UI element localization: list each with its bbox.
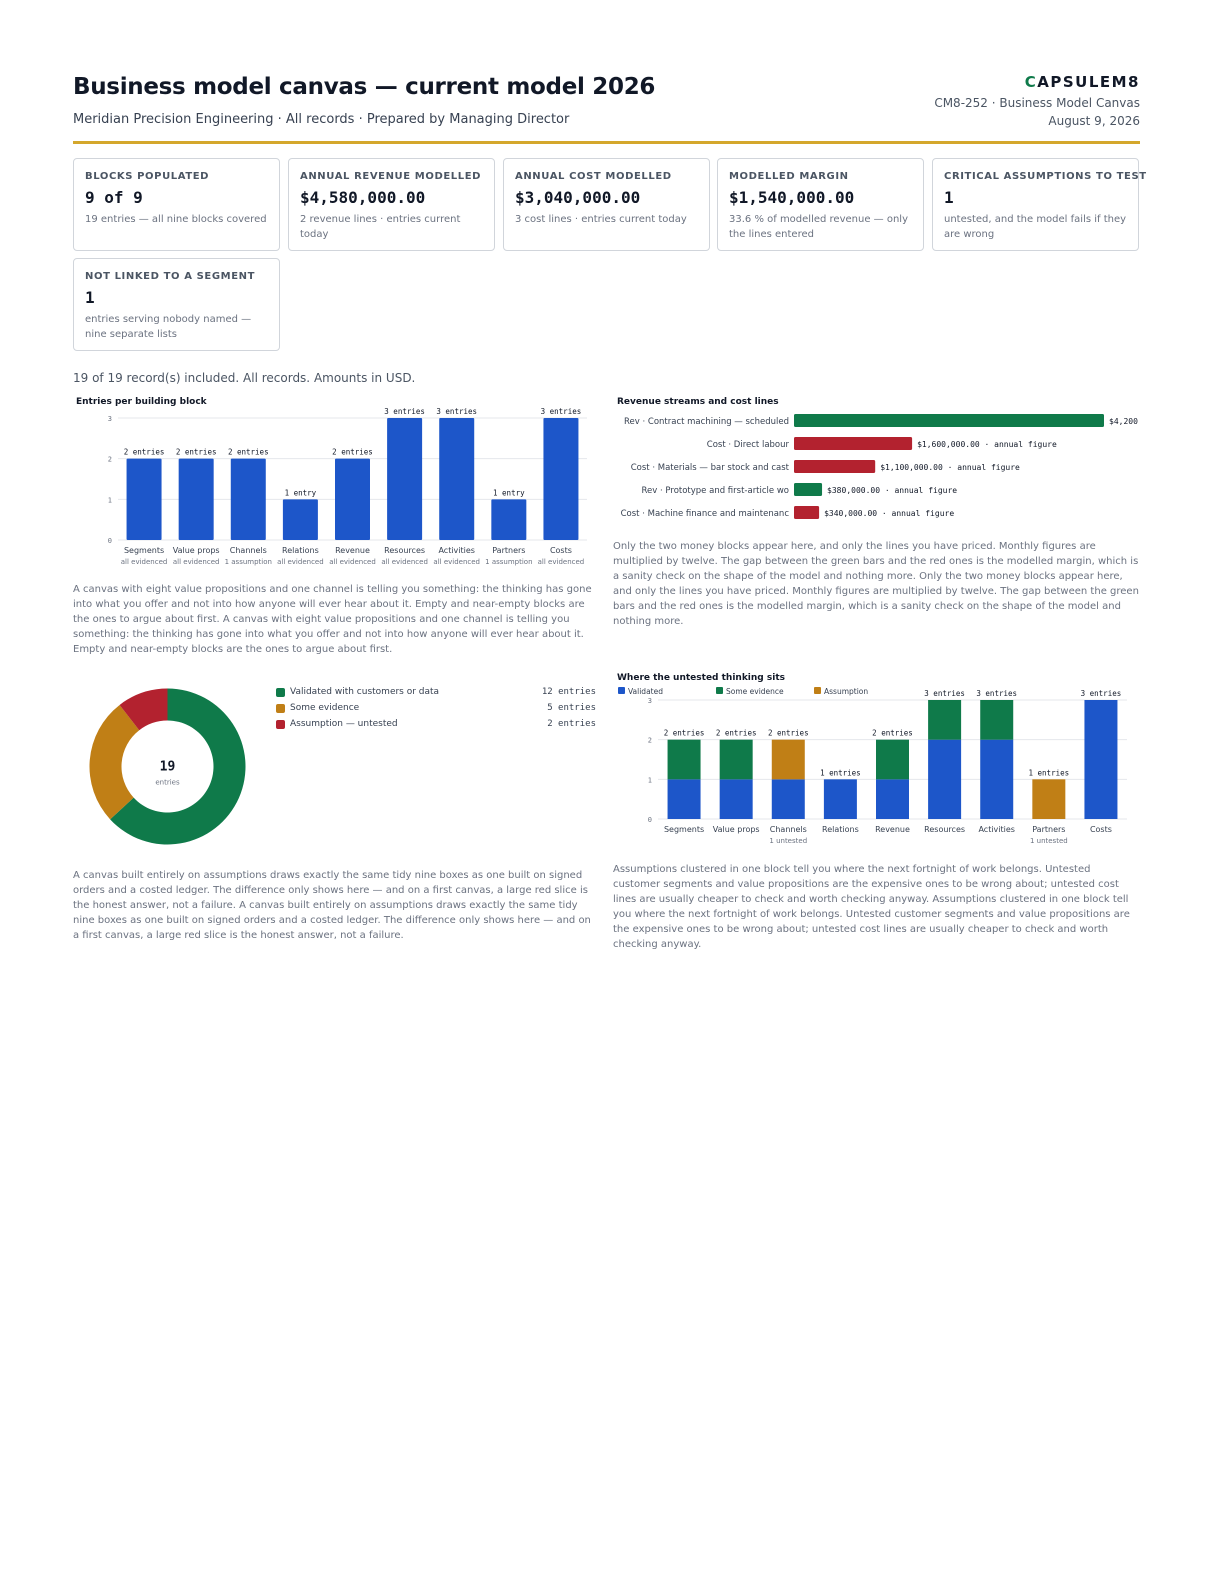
y-tick-label: 0 (647, 816, 652, 824)
bar-activities (439, 418, 474, 540)
x-tick-label: Resources (924, 825, 966, 834)
category-label: Cost · Materials — bar stock and cast (630, 463, 789, 473)
bar-segment-validated (824, 779, 857, 819)
data-label: $1,100,000.00 · annual figure (880, 463, 1020, 472)
scope-note: 19 of 19 record(s) included. All records. Amounts in USD. (73, 371, 416, 385)
x-tick-label: Channels (769, 825, 807, 834)
data-label: 1 entries (820, 768, 861, 778)
x-sublabel: 1 assumption (485, 558, 533, 566)
bar-segment-validated (1084, 700, 1117, 819)
data-label: 2 entries (123, 447, 165, 457)
page-title: Business model canvas — current model 2026 (73, 74, 656, 100)
data-label: 3 entries (976, 689, 1018, 698)
report-header (73, 74, 1140, 144)
legend-swatch (276, 704, 285, 713)
chart-title-entries-per-block: Entries per building block (76, 397, 207, 407)
chart-title-revenue-cost: Revenue streams and cost lines (617, 397, 779, 407)
x-sublabel: all evidenced (537, 558, 585, 566)
y-tick-label: 2 (107, 455, 112, 464)
bar-partners (491, 499, 526, 540)
bar-segment-validated (876, 779, 909, 819)
kpi-note: entries serving nobody named — nine separate lists (85, 314, 252, 340)
bar-segment-validated (668, 779, 701, 819)
bar-channels (231, 459, 266, 540)
kpi-card-annual-cost (503, 158, 710, 251)
x-tick-label: Value props (172, 546, 220, 555)
untested-thinking-chart (613, 684, 1140, 850)
data-label: 2 entries (227, 447, 269, 457)
bar-segment-validated (720, 779, 753, 819)
legend-swatch (814, 687, 821, 694)
x-tick-label: Costs (1089, 825, 1112, 834)
kpi-value: 1 (944, 188, 954, 207)
bar-revenue (335, 459, 370, 540)
legend-swatch (618, 687, 625, 694)
kpi-note: untested, and the model fails if they are wrong (944, 214, 1127, 240)
data-label: 2 entries (767, 728, 809, 738)
x-sublabel: all evidenced (381, 558, 428, 566)
brand-logo (1025, 73, 1140, 91)
legend-label: Validated with customers or data (290, 687, 440, 697)
y-tick-label: 0 (107, 537, 112, 545)
bar-segment-some-evidence (928, 700, 961, 740)
paragraph-evidence: A canvas built entirely on assumptions draws exactly the same tidy nine boxes as one built on signed orders and a costed ledger. The difference only shows here — and on a first canvas, a large red slice is the honest answer, not a failure. A canvas built entirely on assumptions draws exactly the same tidy nine boxes as one built on signed orders and a costed ledger. The difference only shows here — and on a first canvas, a large red slice is the honest answer, not a failure. (73, 870, 591, 941)
legend-count: 2 entries (547, 719, 596, 729)
x-sublabel: all evidenced (329, 558, 376, 566)
bar-segment-assumption (1032, 779, 1065, 819)
data-label: 2 entries (332, 447, 373, 457)
x-tick-label: Activities (438, 546, 475, 555)
y-tick-label: 2 (647, 736, 652, 745)
legend-item (276, 718, 596, 732)
y-tick-label: 1 (647, 776, 652, 785)
x-tick-label: Revenue (335, 546, 370, 555)
x-sublabel: all evidenced (120, 558, 168, 566)
x-tick-label: Partners (1032, 825, 1066, 834)
x-tick-label: Segments (663, 825, 705, 834)
data-label: 3 entries (436, 407, 478, 416)
y-tick-label: 3 (107, 415, 112, 423)
x-sublabel: all evidenced (433, 558, 481, 566)
category-label: Rev · Contract machining — scheduled (624, 417, 789, 427)
x-tick-label: Partners (492, 546, 526, 555)
revenue-cost-chart (613, 410, 1140, 525)
bar-relations (283, 499, 318, 540)
data-label: 1 entry (493, 488, 525, 498)
x-tick-label: Value props (712, 825, 760, 834)
x-tick-label: Segments (123, 546, 165, 555)
kpi-value: $4,580,000.00 (300, 188, 426, 207)
kpi-value: $1,540,000.00 (729, 188, 855, 207)
kpi-card-critical-assumptions (932, 158, 1147, 251)
brand-logo-text: APSULEM8 (1037, 73, 1140, 91)
brand-logo-mark: C (1024, 73, 1038, 91)
x-sublabel: 1 untested (769, 837, 808, 845)
bar-segment-some-evidence (668, 740, 701, 780)
data-label: 1 entries (1028, 768, 1070, 778)
legend-swatch (716, 687, 723, 694)
bar-cost (794, 460, 875, 473)
legend-count: 12 entries (541, 687, 596, 697)
bar-value-props (179, 459, 214, 540)
kpi-note: 3 cost lines · entries current today (515, 214, 687, 225)
entries-per-block-chart (73, 404, 595, 570)
category-label: Cost · Machine finance and maintenanc (620, 509, 789, 519)
data-label: 3 entries (384, 407, 425, 416)
kpi-value: $3,040,000.00 (515, 188, 641, 207)
data-label: 3 entries (1080, 689, 1122, 698)
page-subtitle: Meridian Precision Engineering · All records · Prepared by Managing Director (73, 112, 570, 127)
category-label: Rev · Prototype and first-article wo (641, 486, 789, 496)
donut-center-value: 19 (159, 759, 176, 775)
document-reference: CM8-252 · Business Model Canvas (934, 96, 1140, 110)
evidence-donut-chart (89, 688, 246, 845)
x-tick-label: Relations (282, 546, 319, 555)
chart-title-untested: Where the untested thinking sits (617, 673, 785, 683)
x-tick-label: Activities (978, 825, 1015, 834)
data-label: 2 entries (872, 728, 913, 738)
legend-item (276, 702, 596, 716)
kpi-label: MODELLED MARGIN (729, 171, 849, 182)
kpi-label: NOT LINKED TO A SEGMENT (85, 271, 256, 282)
document-date: August 9, 2026 (1048, 114, 1140, 128)
bar-segment-validated (980, 740, 1013, 819)
kpi-label: ANNUAL COST MODELLED (515, 171, 672, 182)
legend-swatch (276, 720, 285, 729)
data-label: 2 entries (715, 728, 757, 738)
bar-segments (127, 459, 162, 540)
paragraph-money: Only the two money blocks appear here, and only the lines you have priced. Monthly figures are multiplied by twelve. The gap between the green bars and the red ones is the modelled margin, which is a sanity check on the shape of the model and nothing more. Only the two money blocks appear here, and only the lines you have priced. Monthly figures are multiplied by twelve. The gap between the green bars and the red ones is the modelled margin, which is a sanity check on the shape of the model and nothing more. (613, 541, 1139, 627)
x-sublabel: all evidenced (172, 558, 220, 566)
y-tick-label: 3 (647, 697, 652, 705)
data-label: $380,000.00 · annual figure (827, 486, 958, 495)
kpi-label: ANNUAL REVENUE MODELLED (300, 171, 482, 182)
x-sublabel: 1 assumption (224, 558, 272, 566)
bar-segment-validated (928, 740, 961, 819)
bar-cost (794, 506, 819, 519)
bar-revenue (794, 414, 1104, 427)
kpi-card-modelled-margin (717, 158, 924, 251)
category-label: Cost · Direct labour (706, 440, 789, 450)
x-tick-label: Costs (549, 546, 572, 555)
x-sublabel: 1 untested (1029, 837, 1068, 845)
x-tick-label: Revenue (875, 825, 910, 834)
kpi-card-blocks-populated (73, 158, 280, 251)
bar-segment-some-evidence (720, 740, 753, 780)
kpi-label: BLOCKS POPULATED (85, 171, 210, 182)
kpi-label: CRITICAL ASSUMPTIONS TO TEST (944, 171, 1147, 182)
bar-segment-validated (772, 779, 805, 819)
data-label: 2 entries (175, 447, 217, 457)
data-label: 1 entry (284, 488, 317, 498)
paragraph-untested: Assumptions clustered in one block tell you where the next fortnight of work belongs. Untested customer segments and value propositions are the expensive ones to be wrong about; untested cost lines are usually cheaper to check and worth checking anyway. Assumptions clustered in one block tell you where the next fortnight of work belongs. Untested customer segments and value propositions are the expensive ones to be wrong about; untested cost lines are usually cheaper to check and worth checking anyway. (613, 864, 1130, 950)
x-tick-label: Resources (384, 546, 426, 555)
legend-item (276, 686, 596, 700)
bar-cost (794, 437, 912, 450)
bar-costs (543, 418, 578, 540)
x-tick-label: Channels (229, 546, 267, 555)
x-sublabel: all evidenced (277, 558, 324, 566)
x-tick-label: Relations (822, 825, 859, 834)
kpi-card-not-linked (73, 258, 280, 351)
data-label: 3 entries (540, 407, 582, 416)
kpi-note: 33.6 % of modelled revenue — only the lines entered (729, 214, 908, 240)
y-tick-label: 1 (107, 496, 112, 505)
bar-resources (387, 418, 422, 540)
bar-segment-some-evidence (980, 700, 1013, 740)
donut-center-label: entries (155, 778, 180, 787)
data-label: $340,000.00 · annual figure (824, 509, 955, 518)
kpi-value: 1 (85, 288, 95, 307)
paragraph-blocks: A canvas with eight value propositions and one channel is telling you something: the thinking has gone into what you offer and not into how anyone will ever hear about it. Empty and near-empty blocks are the ones to argue about first. A canvas with eight value propositions and one channel is telling you something: the thinking has gone into what you offer and not into how anyone will ever hear about it. Empty and near-empty blocks are the ones to argue about first. (73, 584, 592, 655)
kpi-note: 19 entries — all nine blocks covered (85, 214, 267, 225)
data-label: $4,200 (1109, 417, 1138, 426)
bar-segment-some-evidence (876, 740, 909, 780)
legend-label: Assumption — untested (290, 719, 398, 729)
legend-label: Some evidence (290, 703, 360, 713)
kpi-value: 9 of 9 (85, 188, 143, 207)
legend-label: Validated (628, 687, 663, 696)
data-label: 3 entries (924, 689, 965, 698)
data-label: $1,600,000.00 · annual figure (917, 440, 1057, 449)
legend-label: Some evidence (726, 687, 784, 696)
legend-swatch (276, 688, 285, 697)
kpi-card-annual-revenue (288, 158, 495, 251)
kpi-note: 2 revenue lines · entries current today (300, 214, 461, 240)
bar-segment-assumption (772, 740, 805, 780)
data-label: 2 entries (663, 728, 705, 738)
bar-revenue (794, 483, 822, 496)
legend-count: 5 entries (547, 703, 596, 713)
legend-label: Assumption (824, 687, 869, 696)
